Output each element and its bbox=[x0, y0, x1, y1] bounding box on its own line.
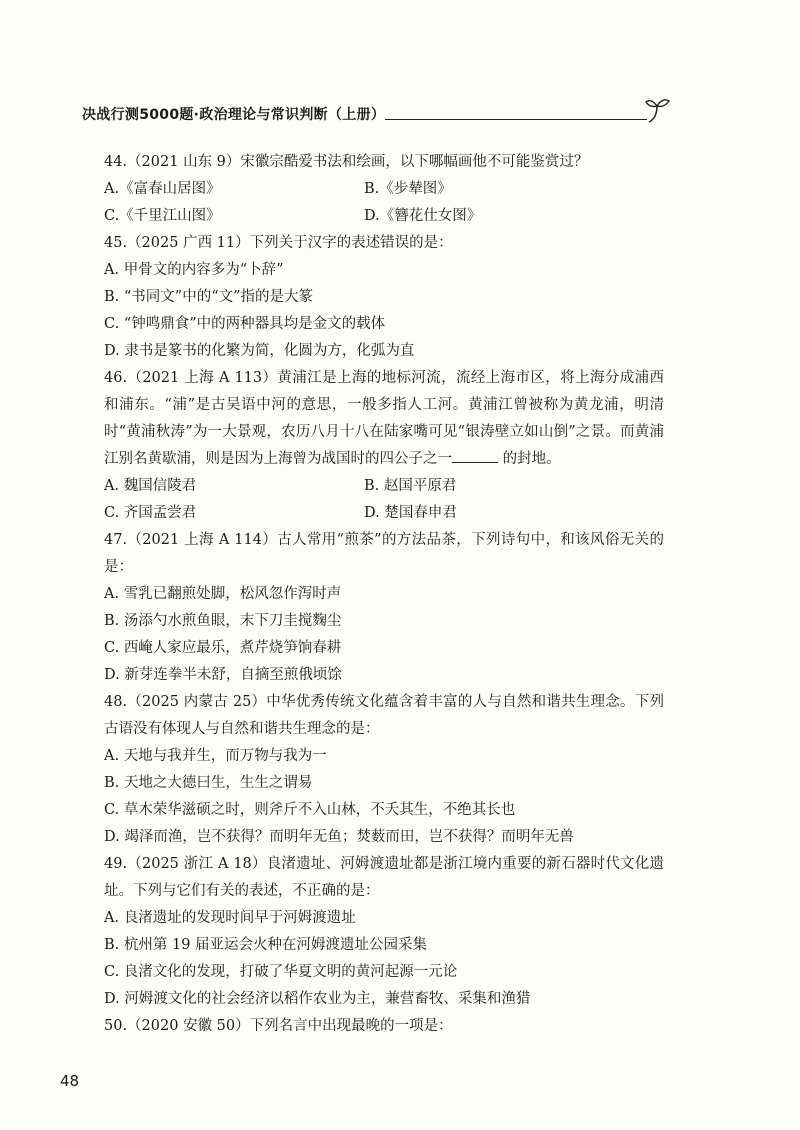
option: D.《簪花仕女图》 bbox=[364, 208, 482, 224]
option: D. 楚国春申君 bbox=[364, 505, 457, 521]
option: C. 良渚文化的发现，打破了华夏文明的黄河起源一元论 bbox=[104, 964, 458, 980]
question-stem: 49.（2025 浙江 A 18）良渚遗址、河姆渡遗址都是浙江境内重要的新石器时代文化遗址。下列与它们有关的表述，不正确的是： bbox=[104, 856, 664, 899]
option: B. 杭州第 19 届亚运会火种在河姆渡遗址公园采集 bbox=[104, 937, 428, 953]
option: A. 魏国信陵君 bbox=[104, 478, 197, 494]
question-stem: 45.（2025 广西 11）下列关于汉字的表述错误的是： bbox=[104, 235, 453, 251]
option: C. 草木荣华滋硕之时，则斧斤不入山林，不夭其生，不绝其长也 bbox=[104, 802, 516, 818]
option: B.《步辇图》 bbox=[364, 181, 452, 197]
option: A. 甲骨文的内容多为“卜辞” bbox=[104, 262, 284, 278]
option-row bbox=[104, 203, 664, 230]
book-title: 决战行测5000题·政治理论与常识判断（上册） bbox=[82, 107, 386, 123]
header-rule bbox=[385, 119, 647, 120]
option: B. 汤添勺水煎鱼眼，末下刀圭搅麴尘 bbox=[104, 613, 342, 629]
option: C. 齐国孟尝君 bbox=[104, 505, 197, 521]
option: C.《千里江山图》 bbox=[104, 208, 221, 224]
fill-in-blank bbox=[452, 448, 498, 463]
question-stem-text: 的封地。 bbox=[502, 451, 561, 467]
question-stem: 50.（2020 安徽 50）下列名言中出现最晚的一项是： bbox=[104, 1018, 453, 1034]
option: B. “书同文”中的“文”指的是大篆 bbox=[104, 289, 314, 305]
option: B. 赵国平原君 bbox=[364, 478, 457, 494]
option: A.《富春山居图》 bbox=[104, 181, 221, 197]
option: A. 雪乳已翻煎处脚，松风忽作泻时声 bbox=[104, 586, 342, 602]
option: A. 良渚遗址的发现时间早于河姆渡遗址 bbox=[104, 910, 356, 926]
option-row bbox=[104, 473, 664, 500]
option: D. 隶书是篆书的化繁为简，化圆为方，化弧为直 bbox=[104, 343, 415, 359]
option: D. 新芽连拳半未舒，自摘至煎俄顷馀 bbox=[104, 667, 342, 683]
option-row bbox=[104, 500, 664, 527]
question-stem: 48.（2025 内蒙古 25）中华优秀传统文化蕴含着丰富的人与自然和谐共生理念。下列古语没有体现人与自然和谐共生理念的是： bbox=[104, 694, 664, 737]
question-stem: 47.（2021 上海 A 114）古人常用“煎茶”的方法品茶，下列诗句中，和该风俗无关的是： bbox=[104, 532, 664, 575]
option: A. 天地与我并生，而万物与我为一 bbox=[104, 748, 327, 764]
running-header bbox=[82, 104, 682, 128]
page-number: 48 bbox=[60, 1072, 80, 1090]
option: C. “钟鸣鼎食”中的两种器具均是金文的载体 bbox=[104, 316, 386, 332]
question-stem-text: 46.（2021 上海 A 113）黄浦江是上海的地标河流，流经上海市区，将上海分成浦西和浦东。“浦”是古吴语中河的意思，一般多指人工河。黄浦江曾被称为黄龙浦，明清时“黄浦秋涛”为一大景观，农历八月十八在陆家嘴可见“银涛壁立如山倒”之景。而黄浦江别名黄歇浦，则是因为上海曾为战国时的四公子之一 bbox=[104, 370, 664, 467]
question-stem: 44.（2021 山东 9）宋徽宗酷爱书法和绘画，以下哪幅画他不可能鉴赏过？ bbox=[104, 154, 589, 170]
question-list bbox=[104, 149, 664, 1040]
option: B. 天地之大德曰生，生生之谓易 bbox=[104, 775, 313, 791]
option-row bbox=[104, 176, 664, 203]
sprout-icon bbox=[645, 96, 671, 126]
option: D. 河姆渡文化的社会经济以稻作农业为主，兼营畜牧、采集和渔猎 bbox=[104, 991, 531, 1007]
question-stem bbox=[104, 365, 664, 473]
option: C. 西崦人家应最乐，煮芹烧笋饷春耕 bbox=[104, 640, 342, 656]
option: D. 竭泽而渔，岂不获得？而明年无鱼；焚薮而田，岂不获得？而明年无兽 bbox=[104, 829, 574, 845]
